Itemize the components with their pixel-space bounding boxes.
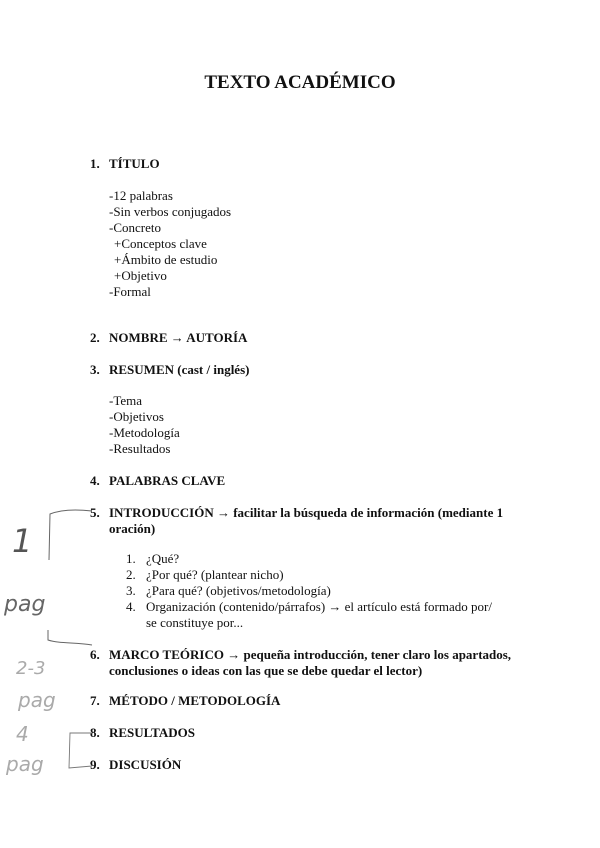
sublist-number: 2.	[126, 567, 136, 582]
section-heading-titulo: TÍTULO	[109, 156, 160, 171]
list-item: -Concreto	[109, 220, 161, 235]
list-item: -Objetivos	[109, 409, 164, 424]
handwritten-note: pag	[6, 752, 44, 776]
section-number: 2.	[90, 330, 100, 345]
section-number: 6.	[90, 647, 100, 662]
section-heading-metodo: MÉTODO / METODOLOGÍA	[109, 693, 281, 708]
sublist-number: 3.	[126, 583, 136, 598]
sublist-item-cont: se constituye por...	[146, 615, 244, 630]
sublist-item: ¿Para qué? (objetivos/metodología)	[146, 583, 331, 598]
section-number: 1.	[90, 156, 100, 171]
handwritten-note: 4	[16, 722, 29, 746]
handwritten-note: 2-3	[16, 658, 46, 679]
document-title: TEXTO ACADÉMICO	[204, 72, 396, 93]
handwritten-note: pag	[18, 688, 56, 712]
list-item: -12 palabras	[109, 188, 173, 203]
handwritten-note: 1	[12, 522, 33, 560]
list-item: +Objetivo	[114, 268, 167, 283]
sublist-item: ¿Por qué? (plantear nicho)	[146, 567, 284, 582]
section-heading-nombre: NOMBRE → AUTORÍA	[109, 330, 248, 345]
section-number: 5.	[90, 505, 100, 520]
list-item: +Conceptos clave	[114, 236, 207, 251]
list-item: -Metodología	[109, 425, 180, 440]
section-heading-introduccion: INTRODUCCIÓN → facilitar la búsqueda de información (mediante 1	[109, 505, 504, 520]
sublist-item: Organización (contenido/párrafos) → el artículo está formado por/	[146, 599, 492, 614]
section-heading-discusion: DISCUSIÓN	[109, 757, 182, 772]
section-number: 3.	[90, 362, 100, 377]
bracket-stroke	[69, 733, 92, 768]
sublist-number: 1.	[126, 551, 136, 566]
section-number: 4.	[90, 473, 100, 488]
section-number: 7.	[90, 693, 100, 708]
section-heading-resumen: RESUMEN (cast / inglés)	[109, 362, 250, 377]
bracket-stroke	[48, 630, 92, 645]
handwritten-note: pag	[4, 592, 46, 617]
list-item: -Formal	[109, 284, 151, 299]
list-item: -Resultados	[109, 441, 171, 456]
section-heading-resultados: RESULTADOS	[109, 725, 195, 740]
section-heading-marco-teorico-cont: conclusiones o ideas con las que se debe quedar el lector)	[109, 663, 423, 678]
section-heading-marco-teorico: MARCO TEÓRICO → pequeña introducción, tener claro los apartados,	[109, 647, 512, 662]
bracket-stroke	[49, 510, 92, 560]
sublist-item: ¿Qué?	[146, 551, 180, 566]
section-number: 9.	[90, 757, 100, 772]
list-item: -Sin verbos conjugados	[109, 204, 232, 219]
section-heading-introduccion-cont: oración)	[109, 521, 156, 536]
sublist-number: 4.	[126, 599, 136, 614]
section-number: 8.	[90, 725, 100, 740]
section-heading-palabras-clave: PALABRAS CLAVE	[109, 473, 226, 488]
list-item: +Ámbito de estudio	[114, 252, 218, 267]
list-item: -Tema	[109, 393, 143, 408]
